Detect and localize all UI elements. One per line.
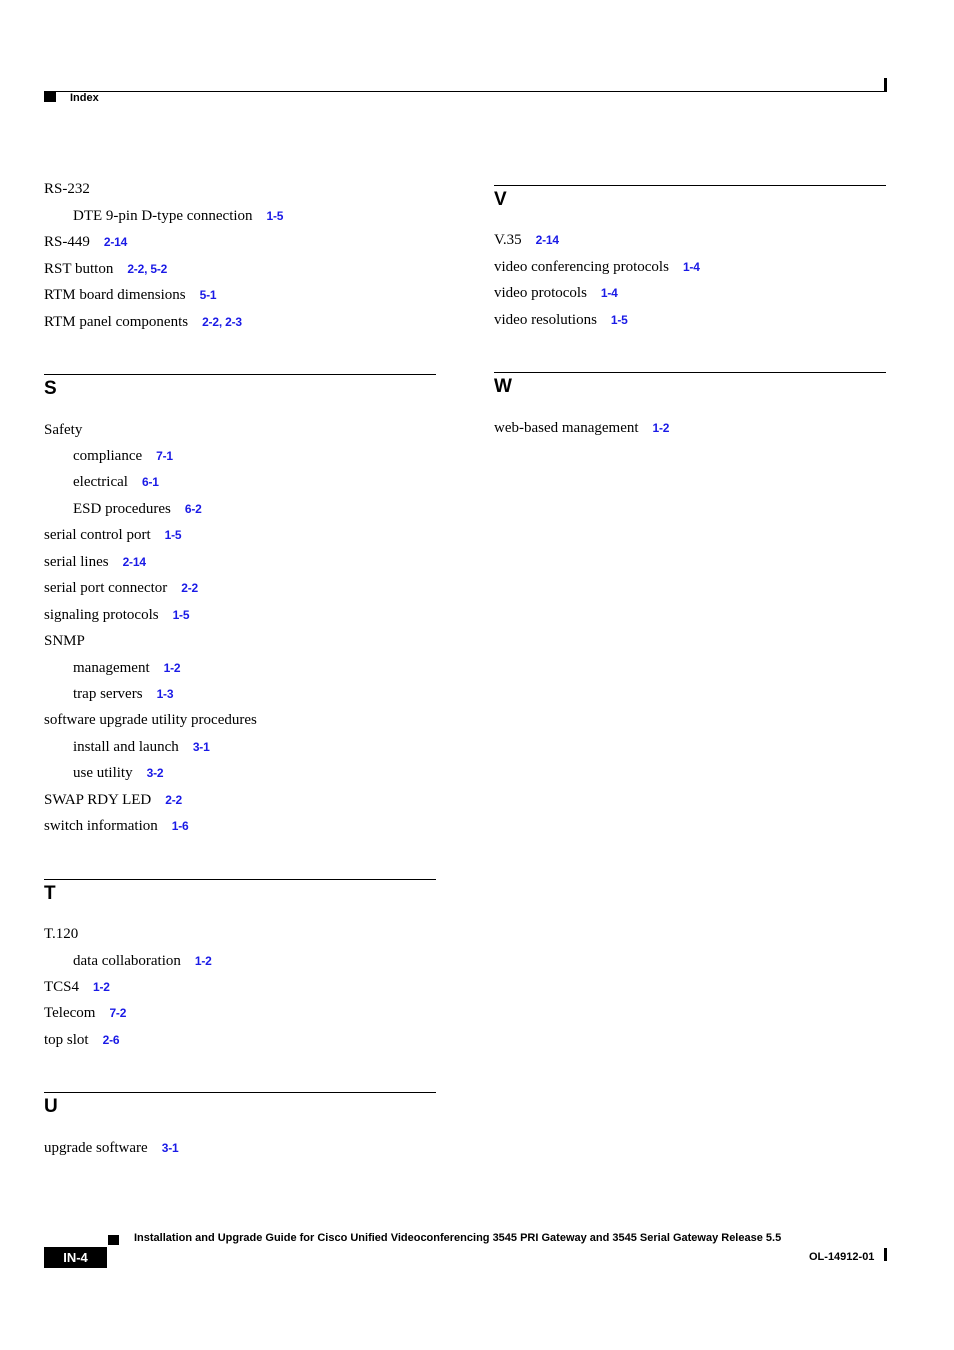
index-subentry: use utility 3-2	[73, 765, 164, 781]
index-entry: RS-232	[44, 181, 90, 197]
page-ref-link[interactable]: 1-4	[682, 260, 700, 274]
index-entry: upgrade software 3-1	[44, 1140, 179, 1156]
index-subentry: trap servers 1-3	[73, 686, 174, 702]
index-subentry: install and launch 3-1	[73, 739, 210, 755]
header-square-icon	[44, 92, 56, 102]
page-ref-link[interactable]: 1-2	[652, 421, 670, 435]
page-ref-link[interactable]: 1-2	[163, 661, 181, 675]
section-rule	[494, 185, 886, 186]
section-letter: U	[44, 1096, 58, 1117]
section-letter: S	[44, 378, 57, 399]
index-entry: RST button 2-2, 5-2	[44, 261, 168, 277]
page-ref-link[interactable]: 3-2	[146, 766, 164, 780]
index-entry: web-based management 1-2	[494, 420, 670, 436]
index-subentry: management 1-2	[73, 660, 181, 676]
header-rule	[44, 91, 886, 92]
page-ref-link[interactable]: 2-14	[103, 235, 128, 249]
index-entry: T.120	[44, 926, 79, 942]
index-subentry: data collaboration 1-2	[73, 953, 212, 969]
page-ref-link[interactable]: 1-5	[266, 209, 284, 223]
index-entry: RTM panel components 2-2, 2-3	[44, 314, 242, 330]
section-letter: T	[44, 883, 56, 904]
page-ref-link[interactable]: 1-5	[172, 608, 190, 622]
page-ref-link[interactable]: 2-2, 2-3	[202, 315, 242, 329]
section-rule	[44, 879, 436, 880]
index-entry: video conferencing protocols 1-4	[494, 259, 700, 275]
section-letter: W	[494, 376, 512, 397]
page-ref-link[interactable]: 5-1	[199, 288, 217, 302]
page-ref-link[interactable]: 1-2	[93, 980, 110, 994]
header-label: Index	[70, 92, 99, 104]
page-ref-link[interactable]: 2-2, 5-2	[127, 262, 168, 276]
index-subentry: compliance 7-1	[73, 448, 173, 464]
page-ref-link[interactable]: 1-5	[164, 528, 182, 542]
index-entry: Safety	[44, 422, 83, 438]
page-ref-link[interactable]: 6-1	[141, 475, 159, 489]
index-entry: SNMP	[44, 633, 85, 649]
page-number: IN-4	[44, 1247, 107, 1268]
index-entry: Telecom 7-2	[44, 1005, 127, 1021]
page-ref-link[interactable]: 2-2	[181, 581, 199, 595]
page-ref-link[interactable]: 7-1	[156, 449, 173, 463]
index-entry: serial lines 2-14	[44, 554, 146, 570]
page-ref-link[interactable]: 2-2	[165, 793, 182, 807]
index-subentry: ESD procedures 6-2	[73, 501, 202, 517]
index-entry: V.35 2-14	[494, 232, 559, 248]
index-entry: switch information 1-6	[44, 818, 189, 834]
section-rule	[494, 372, 886, 373]
page-ref-link[interactable]: 1-2	[194, 954, 212, 968]
index-entry: video resolutions 1-5	[494, 312, 628, 328]
section-letter: V	[494, 189, 507, 210]
index-entry: signaling protocols 1-5	[44, 607, 190, 623]
section-rule	[44, 1092, 436, 1093]
page-ref-link[interactable]: 1-5	[610, 313, 628, 327]
page-ref-link[interactable]: 2-6	[102, 1033, 120, 1047]
page-ref-link[interactable]: 1-3	[156, 687, 174, 701]
page-ref-link[interactable]: 2-14	[122, 555, 146, 569]
index-entry: TCS4 1-2	[44, 979, 110, 995]
index-subentry: DTE 9-pin D-type connection 1-5	[73, 208, 284, 224]
index-entry: serial control port 1-5	[44, 527, 182, 543]
page-ref-link[interactable]: 6-2	[184, 502, 202, 516]
page-ref-link[interactable]: 1-6	[171, 819, 189, 833]
page-ref-link[interactable]: 3-1	[161, 1141, 179, 1155]
page-ref-link[interactable]: 1-4	[600, 286, 618, 300]
index-entry: software upgrade utility procedures	[44, 712, 257, 728]
index-entry: serial port connector 2-2	[44, 580, 199, 596]
footer-square-icon	[108, 1235, 119, 1245]
page-ref-link[interactable]: 7-2	[109, 1006, 127, 1020]
footer-edge-mark	[884, 1248, 887, 1261]
page-ref-link[interactable]: 3-1	[192, 740, 210, 754]
doc-id: OL-14912-01	[809, 1251, 875, 1263]
page-ref-link[interactable]: 2-14	[535, 233, 559, 247]
section-rule	[44, 374, 436, 375]
index-entry: video protocols 1-4	[494, 285, 618, 301]
footer-title: Installation and Upgrade Guide for Cisco Unified Videoconferencing 3545 PRI Gateway and 3545 Serial Gateway Release 5.5	[134, 1232, 782, 1244]
index-entry: top slot 2-6	[44, 1032, 120, 1048]
index-subentry: electrical 6-1	[73, 474, 159, 490]
index-entry: SWAP RDY LED 2-2	[44, 792, 182, 808]
index-entry: RTM board dimensions 5-1	[44, 287, 217, 303]
header-edge-mark	[884, 78, 887, 92]
index-entry: RS-449 2-14	[44, 234, 128, 250]
